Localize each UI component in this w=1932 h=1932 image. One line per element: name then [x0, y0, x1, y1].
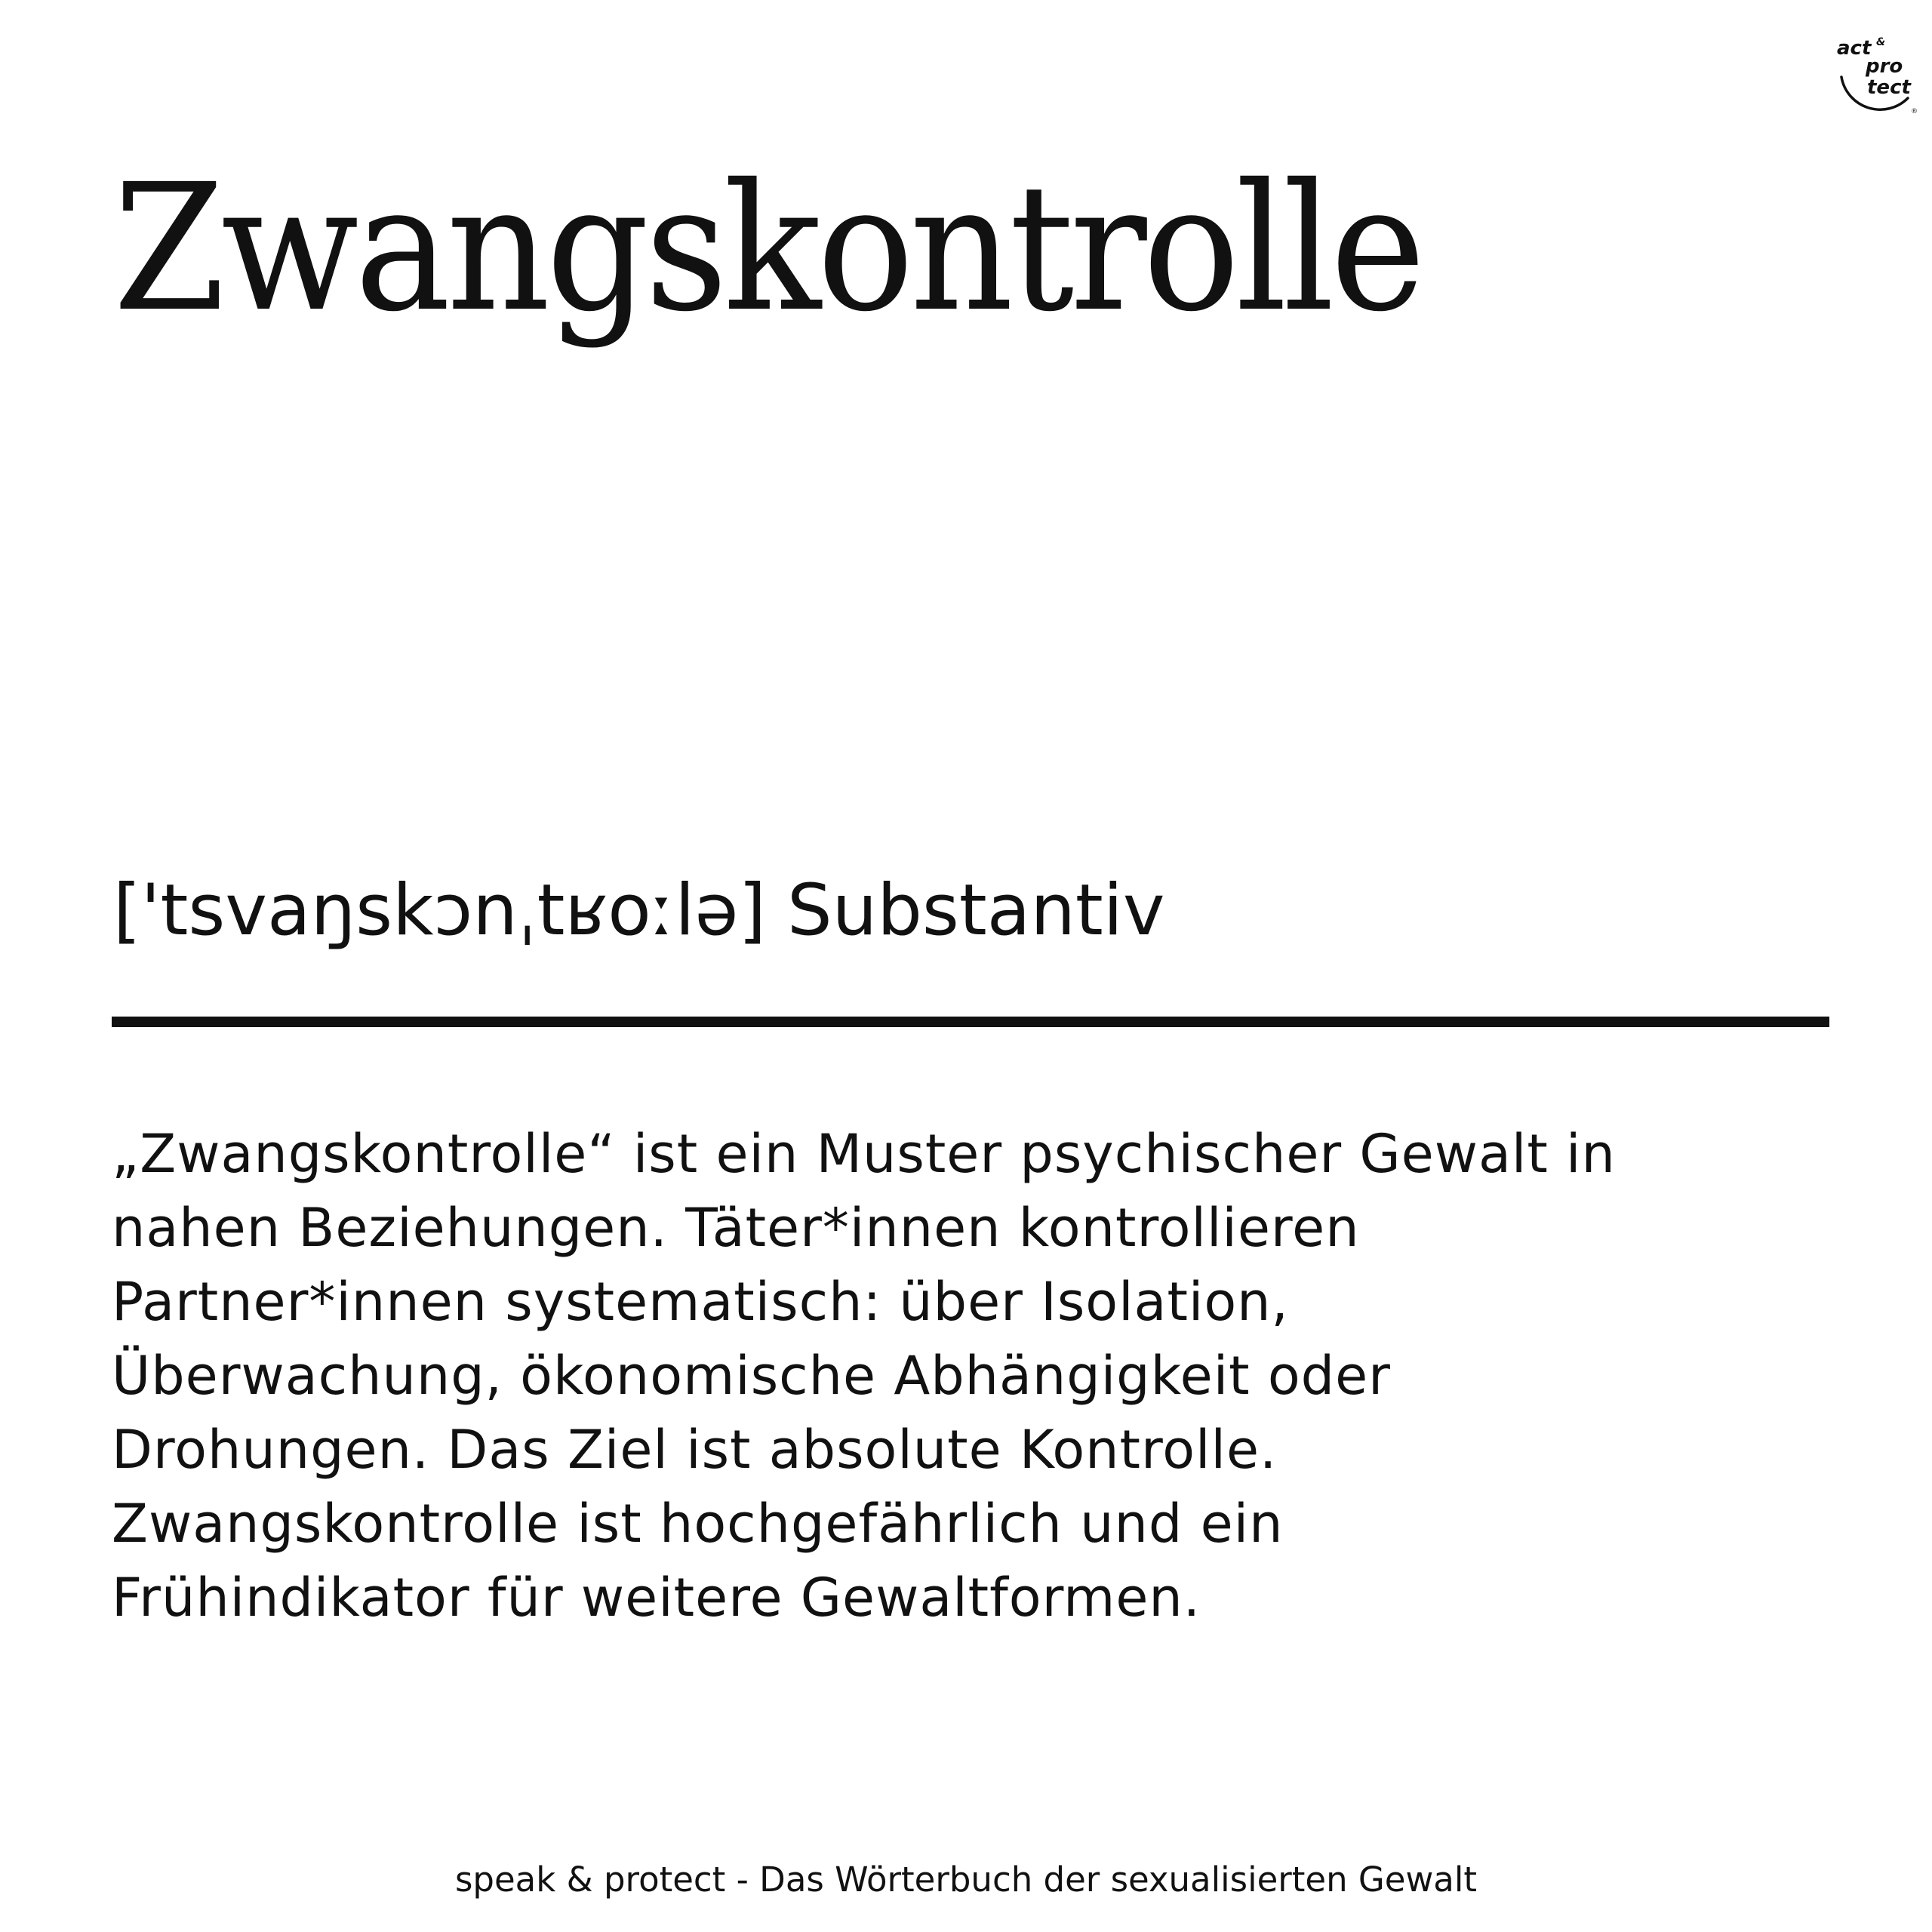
part-of-speech: Substantiv [787, 869, 1165, 952]
definition-line: Frühindikator für weitere Gewaltformen. [112, 1567, 1201, 1629]
logo-text-act: act [1837, 37, 1872, 60]
definition-line: nahen Beziehungen. Täter*innen kontrollieren [112, 1197, 1360, 1259]
headword-title: Zwangskontrolle [113, 146, 1422, 350]
definition-line: Zwangskontrolle ist hochgefährlich und ein [112, 1493, 1284, 1555]
definition-line: Partner*innen systematisch: über Isolation, [112, 1271, 1289, 1333]
logo-text-ampersand: & [1876, 36, 1886, 48]
footer-caption: speak & protect - Das Wörterbuch der sexualisierten Gewalt [454, 1860, 1478, 1900]
pronunciation: ['tsvaŋskɔnˌtʁoːlə] [113, 869, 767, 952]
logo-mark [1826, 23, 1923, 119]
definition-line: Drohungen. Das Ziel ist absolute Kontrolle. [112, 1419, 1278, 1481]
logo-text-pro: pro [1866, 55, 1903, 78]
divider-rule [112, 1017, 1829, 1027]
act-and-protect-logo [1826, 23, 1923, 119]
registered-mark: ® [1911, 108, 1918, 115]
pronunciation-line [113, 869, 1165, 952]
definition-text [112, 1117, 1847, 1635]
logo-text-tect: tect [1867, 76, 1911, 99]
definition-line: Überwachung, ökonomische Abhängigkeit oder [112, 1345, 1391, 1407]
definition-line: „Zwangskontrolle“ ist ein Muster psychischer Gewalt in [112, 1123, 1616, 1185]
